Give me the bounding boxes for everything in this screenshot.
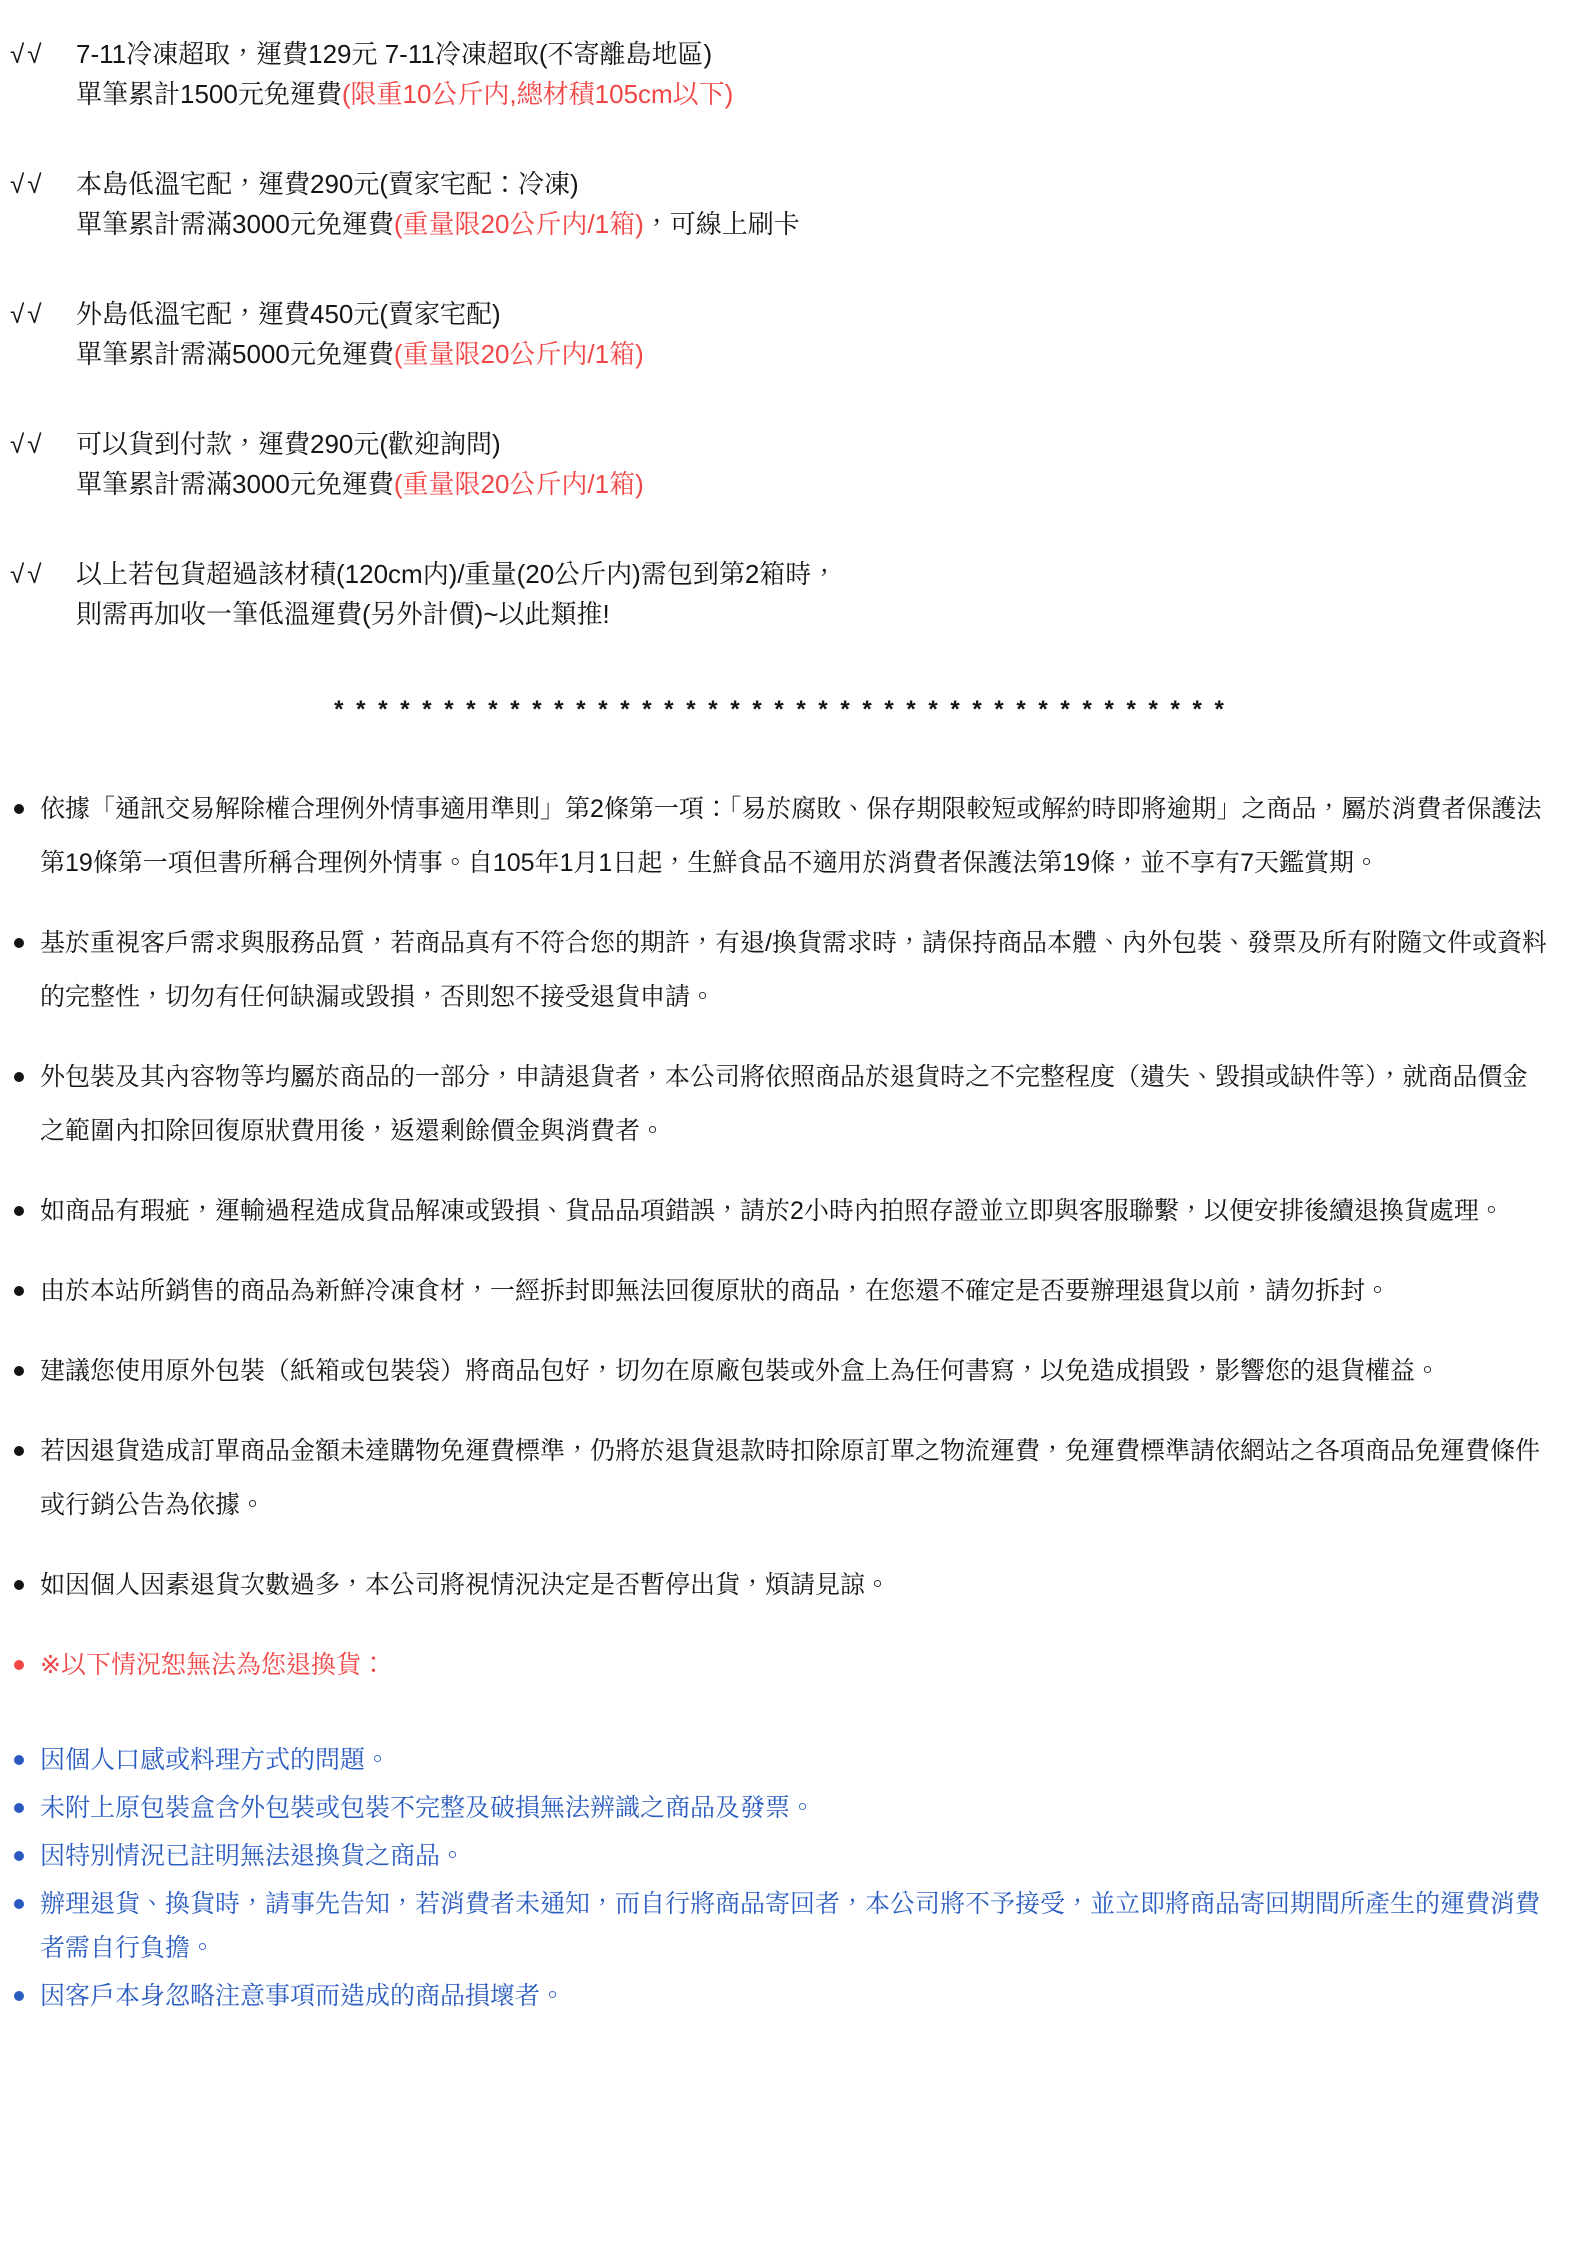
shipping-item-lines (76, 424, 1551, 504)
policy-item-too-many-returns (10, 1558, 1551, 1612)
bullet-dot-icon (14, 1072, 24, 1082)
shipping-line2 (76, 594, 1551, 634)
bullet-dot-icon (14, 1660, 24, 1670)
bullet-dot-icon (14, 1991, 24, 2001)
weight-limit-note: (重量限20公斤内/1箱) (393, 469, 644, 499)
no-return-item-taste (10, 1738, 1551, 1782)
policy-text: 外包裝及其內容物等均屬於商品的一部分，申請退貨者，本公司將依照商品於退貨時之不完整程度（遺失、毀損或缺件等），就商品價金之範圍內扣除回復原狀費用後，返還剩餘價金與消費者。 (40, 1063, 1528, 1145)
no-return-text: 因個人口感或料理方式的問題。 (40, 1746, 391, 1774)
weight-limit-note: (重量限20公斤内/1箱) (393, 209, 644, 239)
shipping-item-lines (76, 294, 1551, 374)
free-shipping-threshold: 單筆累計需滿3000元免運費 (76, 469, 394, 499)
policy-item-keep-packaging (10, 916, 1551, 1024)
no-return-text: 辦理退貨、換貨時，請事先告知，若消費者未通知，而自行將商品寄回者，本公司將不予接受，並立即將商品寄回期間所產生的運費消費者需自行負擔。 (40, 1890, 1541, 1962)
shipping-item-lines (76, 34, 1551, 114)
shipping-line1-text: 以上若包貨超過該材積(120cm内)/重量(20公斤内)需包到第2箱時， (76, 559, 838, 589)
shipping-item-main-island (10, 164, 1551, 244)
shipping-item-711 (10, 34, 1551, 114)
free-shipping-threshold: 單筆累計需滿3000元免運費 (76, 209, 394, 239)
policy-text: 若因退貨造成訂單商品金額未達購物免運費標準，仍將於退貨退款時扣除原訂單之物流運費，免運費標準請依網站之各項商品免運費條件或行銷公告為依據。 (40, 1437, 1541, 1519)
policy-item-law-exception (10, 782, 1551, 890)
shipping-line2-post: ，可線上刷卡 (643, 209, 800, 239)
bullet-dot-icon (14, 938, 24, 948)
bullet-dot-icon (14, 1851, 24, 1861)
shipping-line1-text: 7-11冷凍超取，運費129元 7-11冷凍超取(不寄離島地區) (76, 39, 713, 69)
shipping-options-section (10, 34, 1551, 634)
bullet-dot-icon (14, 1899, 24, 1909)
asterisk-divider: * * * * * * * * * * * * * * * * * * * * * * * * * * * * * * * * * * * * * * * * * (334, 696, 1227, 723)
no-return-text: 未附上原包裝盒含外包裝或包裝不完整及破損無法辨識之商品及發票。 (40, 1794, 816, 1822)
shipping-line1 (76, 34, 1551, 74)
policy-text: 依據「通訊交易解除權合理例外情事適用準則」第2條第一項：「易於腐敗、保存期限較短或解約時即將逾期」之商品，屬於消費者保護法第19條第一項但書所稱合理例外情事。自105年1月1日起，生鮮食品不適用於消費者保護法第19條，並不享有7天鑑賞期。 (40, 795, 1542, 877)
double-check-icon: √√ (10, 169, 45, 199)
bullet-dot-icon (14, 1580, 24, 1590)
policy-text: 如商品有瑕疵，運輸過程造成貨品解凍或毀損、貨品品項錯誤，請於2小時內拍照存證並立即與客服聯繫，以便安排後續退換貨處理。 (40, 1197, 1504, 1225)
no-return-item-missing-packaging (10, 1786, 1551, 1830)
double-check-icon: √√ (10, 299, 45, 329)
no-return-conditions-section (10, 1738, 1551, 2018)
policy-text: 如因個人因素退貨次數過多，本公司將視情況決定是否暫停出貨，煩請見諒。 (40, 1571, 891, 1599)
shipping-return-policy-document (10, 34, 1551, 2018)
policy-item-deduction (10, 1050, 1551, 1158)
shipping-line1-text: 可以貨到付款，運費290元(歡迎詢問) (76, 429, 501, 459)
shipping-line1 (76, 554, 1551, 594)
no-return-text: 因客戶本身忽略注意事項而造成的商品損壞者。 (40, 1982, 566, 2010)
policy-item-no-return-notice (10, 1638, 1551, 1692)
policy-text: 由於本站所銷售的商品為新鮮冷凍食材，一經拆封即無法回復原狀的商品，在您還不確定是否要辦理退貨以前，請勿拆封。 (40, 1277, 1391, 1305)
bullet-dot-icon (14, 1755, 24, 1765)
policy-text: 基於重視客戶需求與服務品質，若商品真有不符合您的期許，有退/換貨需求時，請保持商品本體、內外包裝、發票及所有附隨文件或資料的完整性，切勿有任何缺漏或毀損，否則恕不接受退貨申請。 (40, 929, 1547, 1011)
policy-item-shipping-fee-deduct (10, 1424, 1551, 1532)
shipping-line2 (76, 204, 1551, 244)
shipping-item-lines (76, 554, 1551, 634)
extra-fee-note: 則需再加收一筆低溫運費(另外計價)~以此類推! (76, 599, 610, 629)
policy-item-defect-report (10, 1184, 1551, 1238)
shipping-line2 (76, 74, 1551, 114)
policy-item-original-packaging (10, 1344, 1551, 1398)
shipping-line1 (76, 164, 1551, 204)
shipping-line1 (76, 424, 1551, 464)
policy-item-do-not-open (10, 1264, 1551, 1318)
no-return-item-special-noted (10, 1834, 1551, 1878)
shipping-line2 (76, 464, 1551, 504)
bullet-dot-icon (14, 1366, 24, 1376)
policy-text: 建議您使用原外包裝（紙箱或包裝袋）將商品包好，切勿在原廠包裝或外盒上為任何書寫，以免造成損毀，影響您的退貨權益。 (40, 1357, 1441, 1385)
bullet-dot-icon (14, 1206, 24, 1216)
double-check-icon: √√ (10, 429, 45, 459)
return-policy-section (10, 782, 1551, 1692)
double-check-icon: √√ (10, 559, 45, 589)
weight-limit-note: (限重10公斤内,總材積105cm以下) (341, 79, 734, 109)
shipping-item-outer-island (10, 294, 1551, 374)
weight-limit-note: (重量限20公斤内/1箱) (393, 339, 644, 369)
bullet-dot-icon (14, 1286, 24, 1296)
double-check-icon: √√ (10, 39, 45, 69)
shipping-line1-text: 外島低溫宅配，運費450元(賣家宅配) (76, 299, 501, 329)
free-shipping-threshold: 單筆累計需滿5000元免運費 (76, 339, 394, 369)
shipping-item-cod (10, 424, 1551, 504)
no-return-notice-text: ※以下情況恕無法為您退換貨： (40, 1651, 386, 1679)
bullet-dot-icon (14, 804, 24, 814)
bullet-dot-icon (14, 1446, 24, 1456)
shipping-item-lines (76, 164, 1551, 244)
shipping-line2 (76, 334, 1551, 374)
no-return-text: 因特別情況已註明無法退換貨之商品。 (40, 1842, 466, 1870)
no-return-item-no-notice-return (10, 1882, 1551, 1970)
shipping-line1 (76, 294, 1551, 334)
bullet-dot-icon (14, 1803, 24, 1813)
shipping-item-oversize-note (10, 554, 1551, 634)
no-return-item-customer-negligence (10, 1974, 1551, 2018)
no-return-list (10, 1738, 1551, 2018)
shipping-line1-text: 本島低溫宅配，運費290元(賣家宅配：冷凍) (76, 169, 579, 199)
policy-list (10, 782, 1551, 1692)
free-shipping-threshold: 單筆累計1500元免運費 (76, 79, 342, 109)
